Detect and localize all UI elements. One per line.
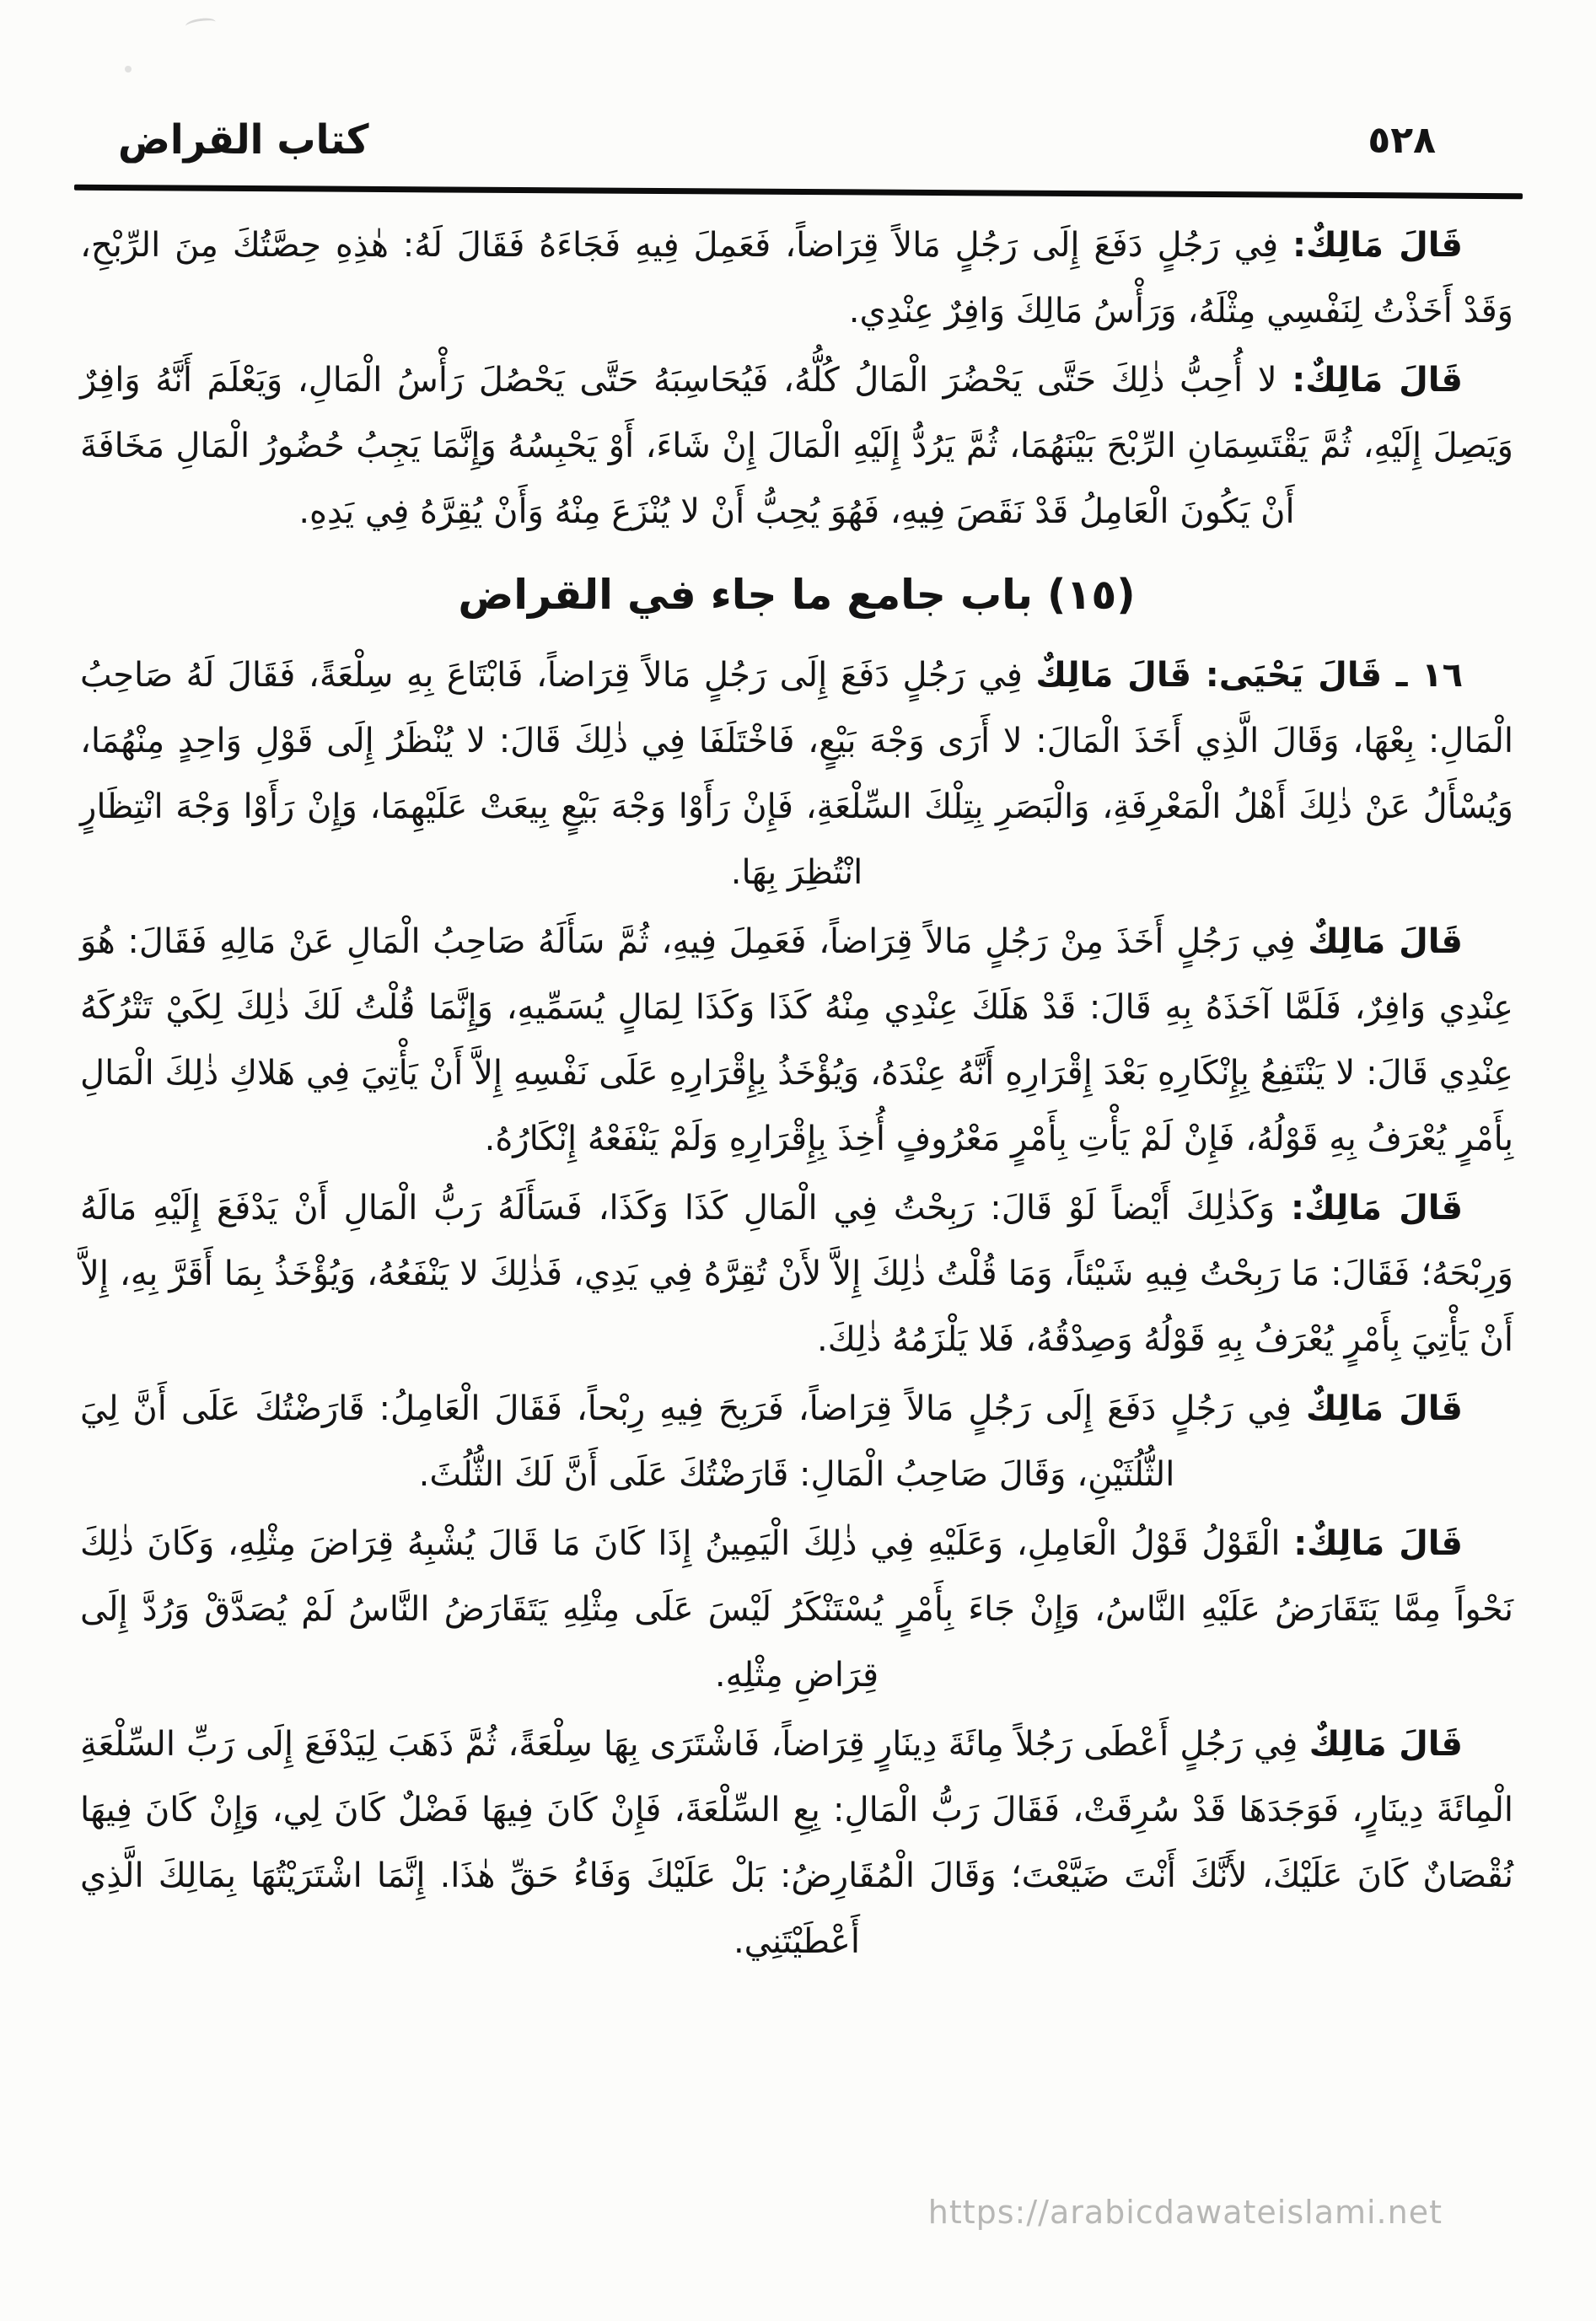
paragraph <box>80 909 1513 1172</box>
page-body-text <box>80 212 1513 1978</box>
paragraph-lead: قَالَ مَالِكٌ <box>1308 922 1463 961</box>
header-rule <box>74 185 1523 199</box>
paragraph <box>80 642 1513 905</box>
paragraph-text: الْقَوْلُ قَوْلُ الْعَامِلِ، وَعَلَيْهِ فِي ذٰلِكَ الْيَمِينُ إِذَا كَانَ مَا قَالَ يُشْبِهُ قِرَاضَ مِثْلِهِ، وَكَانَ ذٰلِكَ نَحْواً مِمَّا يَتَقَارَضُ عَلَيْهِ النَّاسُ، وَإِنْ جَاءَ بِأَمْرٍ يُسْتَنْكَرُ لَيْسَ عَلَى مِثْلِهِ يَتَقَارَضُ النَّاسُ لَمْ يُصَدَّقْ وَرُدَّ إِلَى قِرَاضِ مِثْلِهِ. <box>80 1524 1513 1695</box>
paragraph-text: فِي رَجُلٍ دَفَعَ إِلَى رَجُلٍ مَالاً قِرَاضاً، فَرَبِحَ فِيهِ رِبْحاً، فَقَالَ الْعَامِلُ: قَارَضْتُكَ عَلَى أَنَّ لِيَ الثُّلُثَيْنِ، وَقَالَ صَاحِبُ الْمَالِ: قَارَضْتُكَ عَلَى أَنَّ لَكَ الثُّلُثَ. <box>80 1389 1292 1494</box>
watermark-url: https://arabicdawateislami.net <box>927 2194 1443 2231</box>
paragraph-text: فِي رَجُلٍ أَخَذَ مِنْ رَجُلٍ مَالاً قِرَاضاً، فَعَمِلَ فِيهِ، ثُمَّ سَأَلَهُ صَاحِبُ الْمَالِ عَنْ مَالِهِ فَقَالَ: هُوَ عِنْدِي وَافِرٌ، فَلَمَّا آخَذَهُ بِهِ قَالَ: قَدْ هَلَكَ عِنْدِي مِنْهُ كَذَا وَكَذَا لِمَالٍ يُسَمِّيهِ، وَإِنَّمَا قُلْتُ لَكَ ذٰلِكَ لِكَيْ تَتْرُكَهُ عِنْدِي قَالَ: لا يَنْتَفِعُ بِإِنْكَارِهِ بَعْدَ إِقْرَارِهِ أَنَّهُ عِنْدَهُ، وَيُؤْخَذُ بِإِقْرَارِهِ عَلَى نَفْسِهِ إِلاَّ أَنْ يَأْتِيَ فِي هَلاكِ ذٰلِكَ الْمَالِ بِأَمْرٍ يُعْرَفُ بِهِ قَوْلُهُ، فَإِنْ لَمْ يَأْتِ بِأَمْرٍ مَعْرُوفٍ أُخِذَ بِإِقْرَارِهِ وَلَمْ يَنْفَعْهُ إِنْكَارُهُ. <box>80 922 1513 1158</box>
paragraph-text: لا أُحِبُّ ذٰلِكَ حَتَّى يَحْضُرَ الْمَالُ كُلُّهُ، فَيُحَاسِبَهُ حَتَّى يَحْصُلَ رَأْسُ الْمَالِ، وَيَعْلَمَ أَنَّهُ وَافِرٌ وَيَصِلَ إِلَيْهِ، ثُمَّ يَقْتَسِمَانِ الرِّبْحَ بَيْنَهُمَا، ثُمَّ يَرُدُّ إِلَيْهِ الْمَالَ إِنْ شَاءَ، أَوْ يَحْبِسُهُ وَإِنَّمَا يَجِبُ حُضُورُ الْمَالِ مَخَافَةَ أَنْ يَكُونَ الْعَامِلُ قَدْ نَقَصَ فِيهِ، فَهُوَ يُحِبُّ أَنْ لا يُنْزَعَ مِنْهُ وَأَنْ يُقِرَّهُ فِي يَدِهِ. <box>80 361 1513 531</box>
paragraph-lead: قَالَ مَالِكٌ: <box>1292 361 1463 400</box>
paragraph <box>80 1711 1513 1974</box>
scan-artifact <box>125 66 132 73</box>
paragraph-text: وَكَذٰلِكَ أَيْضاً لَوْ قَالَ: رَبِحْتُ فِي الْمَالِ كَذَا وَكَذَا، فَسَأَلَهُ رَبُّ الْمَالِ أَنْ يَدْفَعَ إِلَيْهِ مَالَهُ وَرِبْحَهُ؛ فَقَالَ: مَا رَبِحْتُ فِيهِ شَيْئاً، وَمَا قُلْتُ ذٰلِكَ إِلاَّ لأَنْ تُقِرَّهُ فِي يَدِي، فَذٰلِكَ لا يَنْفَعُهُ، وَيُؤْخَذُ بِمَا أَقَرَّ بِهِ، إِلاَّ أَنْ يَأْتِيَ بِأَمْرٍ يُعْرَفُ بِهِ قَوْلُهُ وَصِدْقُهُ، فَلا يَلْزَمُهُ ذٰلِكَ. <box>80 1189 1513 1359</box>
scan-artifact <box>185 17 216 32</box>
paragraph-lead: قَالَ مَالِكٌ: <box>1290 1189 1464 1228</box>
paragraph <box>80 1175 1513 1373</box>
book-title: كتاب القراض <box>118 115 369 164</box>
paragraph-lead: قَالَ مَالِكٌ <box>1309 1725 1463 1764</box>
paragraph-lead: قَالَ مَالِكٌ <box>1305 1389 1463 1428</box>
hadith-number-and-lead: ١٦ ـ قَالَ يَحْيَى: قَالَ مَالِكٌ <box>1035 656 1464 695</box>
paragraph-text: فِي رَجُلٍ دَفَعَ إِلَى رَجُلٍ مَالاً قِرَاضاً، فَعَمِلَ فِيهِ فَجَاءَهُ فَقَالَ لَهُ: هٰذِهِ حِصَّتُكَ مِنَ الرِّبْحِ، وَقَدْ أَخَذْتُ لِنَفْسِي مِثْلَهُ، وَرَأْسُ مَالِكَ وَافِرٌ عِنْدِي. <box>80 226 1513 330</box>
paragraph-text: فِي رَجُلٍ دَفَعَ إِلَى رَجُلٍ مَالاً قِرَاضاً، فَابْتَاعَ بِهِ سِلْعَةً، فَقَالَ لَهُ صَاحِبُ الْمَالِ: بِعْهَا، وَقَالَ الَّذِي أَخَذَ الْمَالَ: لا أَرَى وَجْهَ بَيْعٍ، فَاخْتَلَفَا فِي ذٰلِكَ قَالَ: لا يُنْظَرُ إِلَى قَوْلِ وَاحِدٍ مِنْهُمَا، وَيُسْأَلُ عَنْ ذٰلِكَ أَهْلُ الْمَعْرِفَةِ، وَالْبَصَرِ بِتِلْكَ السِّلْعَةِ، فَإِنْ رَأَوْا وَجْهَ بَيْعٍ بِيعَتْ عَلَيْهِمَا، وَإِنْ رَأَوْا وَجْهَ انْتِظَارٍ انْتُظِرَ بِهَا. <box>80 656 1513 892</box>
paragraph-lead: قَالَ مَالِكٌ: <box>1293 1524 1463 1563</box>
paragraph <box>80 1376 1513 1507</box>
paragraph <box>80 347 1513 545</box>
page-header <box>118 116 1436 162</box>
paragraph-lead: قَالَ مَالِكٌ: <box>1292 226 1464 265</box>
section-heading: (١٥) باب جامع ما جاء في القراض <box>458 571 1136 619</box>
paragraph-text: فِي رَجُلٍ أَعْطَى رَجُلاً مِائَةَ دِينَارٍ قِرَاضاً، فَاشْتَرَى بِهَا سِلْعَةً، ثُمَّ ذَهَبَ لِيَدْفَعَ إِلَى رَبِّ السِّلْعَةِ الْمِائَةَ دِينَارٍ، فَوَجَدَهَا قَدْ سُرِقَتْ، فَقَالَ رَبُّ الْمَالِ: بِعِ السِّلْعَةَ، فَإِنْ كَانَ فِيهَا فَضْلٌ كَانَ لِي، وَإِنْ كَانَ فِيهَا نُقْصَانٌ كَانَ عَلَيْكَ، لأَنَّكَ أَنْتَ ضَيَّعْتَ؛ وَقَالَ الْمُقَارِضُ: بَلْ عَلَيْكَ وَفَاءُ حَقِّ هٰذَا. إِنَّمَا اشْتَرَيْتُهَا بِمَالِكَ الَّذِي أَعْطَيْتَنِي. <box>80 1725 1513 1961</box>
page-number: ٥٢٨ <box>1368 119 1436 162</box>
paragraph <box>80 1511 1513 1708</box>
paragraph <box>80 212 1513 344</box>
